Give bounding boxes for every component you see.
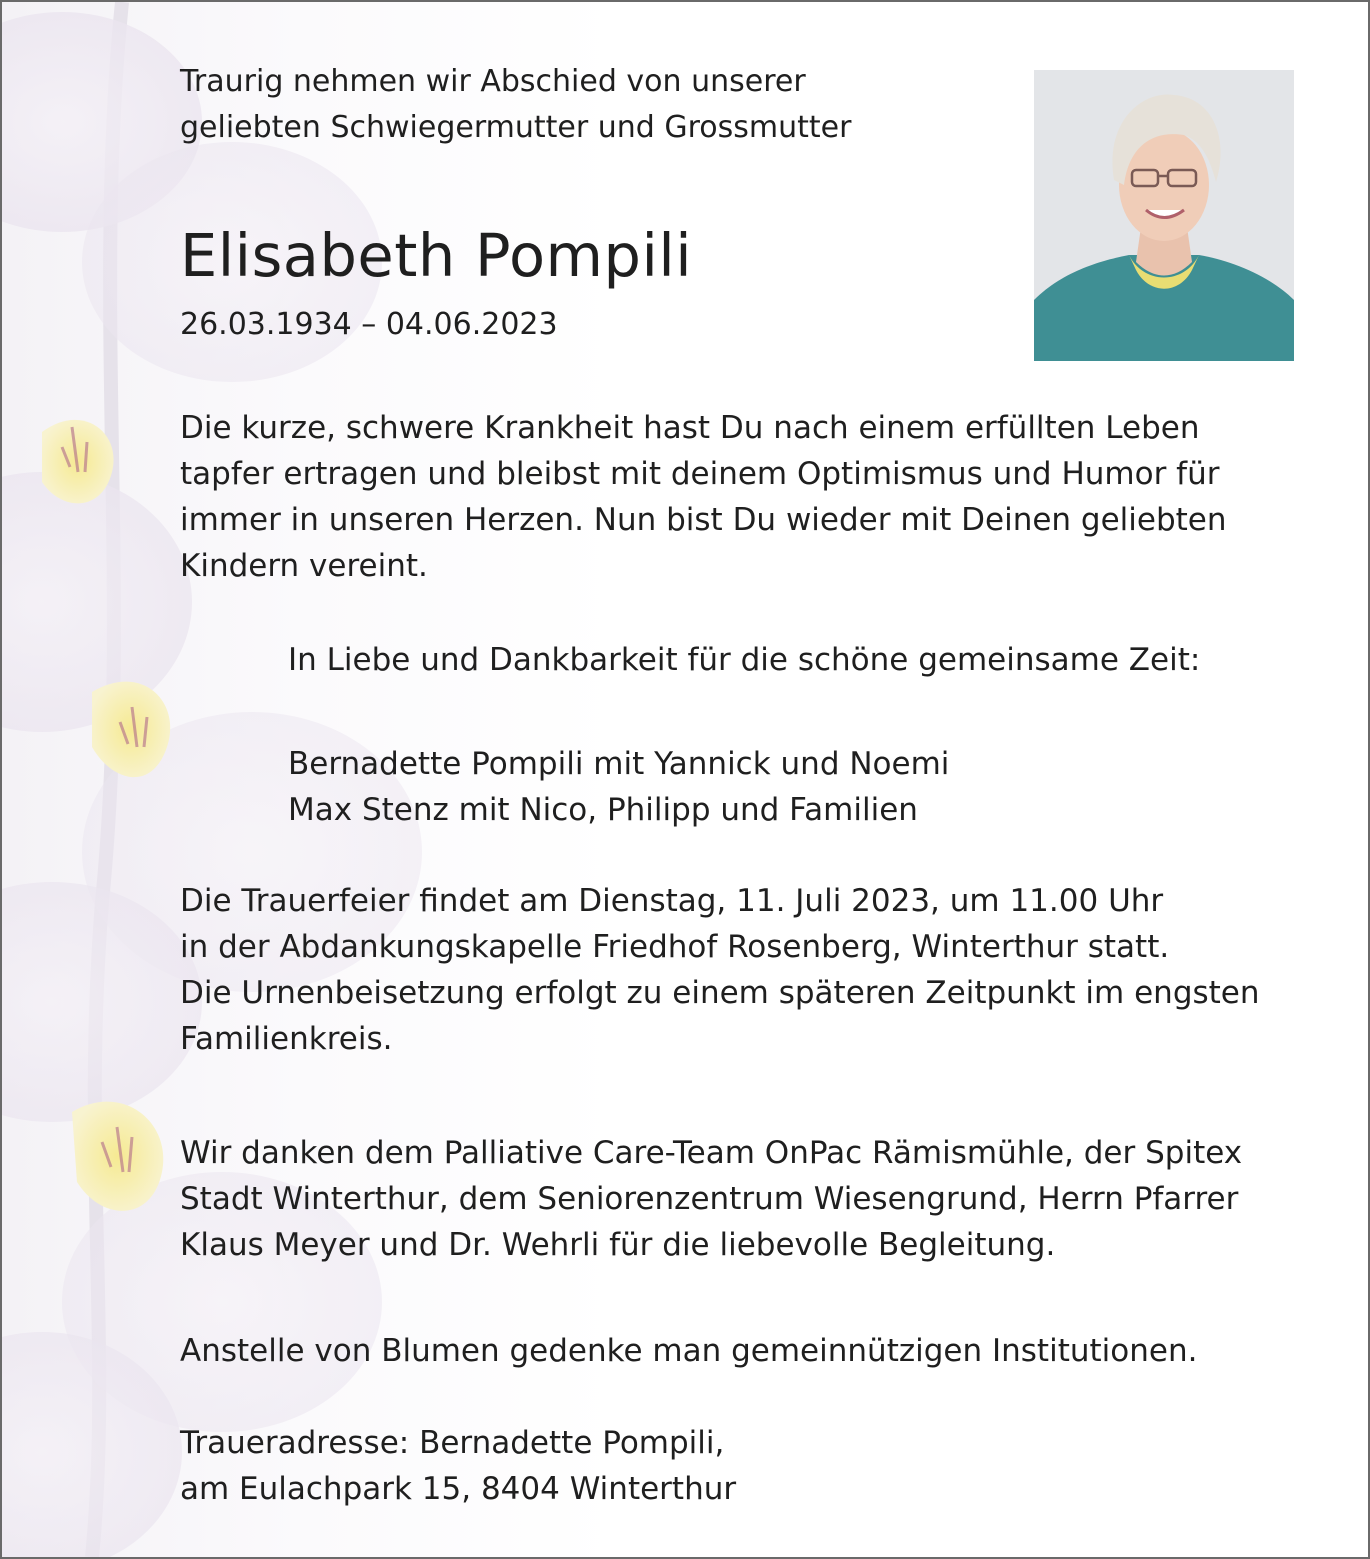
gratitude-line: In Liebe und Dankbarkeit für die schöne gemeinsame Zeit: [288, 642, 1201, 678]
tribute-text: Die kurze, schwere Krankheit hast Du nach einem erfüllten Leben tapfer ertragen und bleibst mit deinem Optimismus und Humor für immer in unseren Herzen. Nun bist Du wieder mit Deinen geliebten Kindern vereint. [180, 410, 1227, 584]
mourners-list: Bernadette Pompili mit Yannick und Noemi Max Stenz mit Nico, Philipp und Familien [288, 746, 950, 828]
donation-note: Anstelle von Blumen gedenke man gemeinnützigen Institutionen. [180, 1333, 1198, 1369]
life-dates: 26.03.1934 – 04.06.2023 [180, 307, 558, 342]
deceased-name: Elisabeth Pompili [180, 221, 693, 290]
portrait-photo-icon [1034, 70, 1294, 361]
ceremony-text: Die Trauerfeier findet am Dienstag, 11. Juli 2023, um 11.00 Uhr in der Abdankungskapelle Friedhof Rosenberg, Winterthur statt. Die Urnenbeisetzung erfolgt zu einem späteren Zeitpunkt im engsten Familienkreis. [180, 883, 1260, 1057]
thanks-text: Wir danken dem Palliative Care-Team OnPac Rämismühle, der Spitex Stadt Winterthur, dem Seniorenzentrum Wiesengrund, Herrn Pfarrer Klaus Meyer und Dr. Wehrli für die liebevolle Begleitung. [180, 1135, 1243, 1263]
intro-text: Traurig nehmen wir Abschied von unserer geliebten Schwiegermutter und Grossmutter [180, 64, 852, 145]
mourning-address: Traueradresse: Bernadette Pompili, am Eulachpark 15, 8404 Winterthur [180, 1425, 737, 1507]
